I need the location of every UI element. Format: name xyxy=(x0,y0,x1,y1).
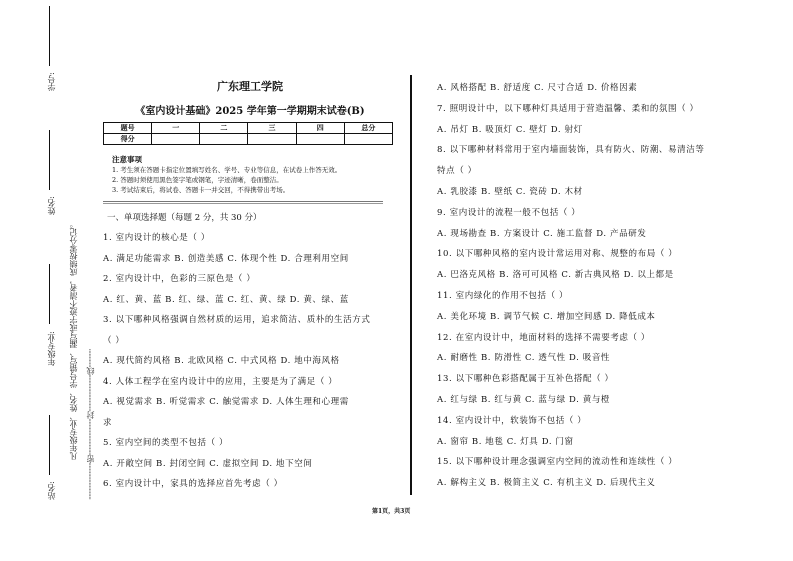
question-line: A. 吊灯 B. 吸顶灯 C. 壁灯 D. 射灯 xyxy=(437,124,583,135)
student-id-field-line xyxy=(50,6,51,66)
question-line: 11. 室内绿化的作用不包括（ ） xyxy=(437,290,569,301)
question-line: 1. 室内设计的核心是（ ） xyxy=(103,233,210,243)
major-field-label: 年级专业: xyxy=(47,330,56,366)
binding-notice: 凡年级专业、姓名、学号错写、漏写或字迹不清者，成绩按零分记。 xyxy=(69,220,78,460)
question-line: A. 现代简约风格 B. 北欧风格 C. 中式风格 D. 地中海风格 xyxy=(103,356,340,366)
question-line: 求 xyxy=(103,417,113,428)
question-line: 12. 在室内设计中，地面材料的选择不需要考虑（ ） xyxy=(437,332,651,343)
left-column xyxy=(100,78,400,495)
question-line: A. 美化环境 B. 调节气候 C. 增加空间感 D. 降低成本 xyxy=(437,311,656,322)
question-line: A. 耐磨性 B. 防滑性 C. 透气性 D. 吸音性 xyxy=(437,353,611,364)
question-line: A. 巴洛克风格 B. 洛可可风格 C. 新古典风格 D. 以上都是 xyxy=(437,270,674,281)
header-cell: 三 xyxy=(248,123,296,134)
question-line: A. 红、黄、蓝 B. 红、绿、蓝 C. 红、黄、绿 D. 黄、绿、蓝 xyxy=(103,294,349,305)
header-cell: 二 xyxy=(200,123,248,134)
binding-strip xyxy=(40,72,100,500)
question-line: A. 开敞空间 B. 封闭空间 C. 虚拟空间 D. 地下空间 xyxy=(103,458,313,469)
question-line: 13. 以下哪种色彩搭配属于互补色搭配（ ） xyxy=(437,374,614,385)
question-line: 7. 照明设计中，以下哪种灯具适用于营造温馨、柔和的氛围（ ） xyxy=(437,103,699,114)
question-line: 15. 以下哪种设计理念强调室内空间的流动性和连续性（ ） xyxy=(437,457,678,468)
notice-title: 注意事项 xyxy=(112,155,142,164)
school-name: 广东理工学院 xyxy=(217,80,283,93)
site-field-label: 站名: xyxy=(47,481,56,500)
question-line: 4. 人体工程学在室内设计中的应用，主要是为了满足（ ） xyxy=(103,376,338,387)
question-line: 9. 室内设计的流程一般不包括（ ） xyxy=(437,207,581,218)
left-question-list xyxy=(100,228,400,495)
question-line: 特点（ ） xyxy=(437,166,477,177)
seal-mark-mi: 密 xyxy=(86,455,95,463)
notice-divider xyxy=(103,201,383,204)
student-info-fields xyxy=(46,72,57,500)
question-line: A. 视觉需求 B. 听觉需求 C. 触觉需求 D. 人体生理和心理需 xyxy=(103,397,349,407)
score-table-score-row xyxy=(104,134,393,145)
name-field-line xyxy=(50,130,51,190)
notice-item: 1. 考生须在答题卡指定位置填写姓名、学号、专业等信息，在试卷上作答无效。 xyxy=(112,166,342,174)
question-line: A. 解构主义 B. 极简主义 C. 有机主义 D. 后现代主义 xyxy=(437,478,656,489)
seal-line: ························密························封························线············ xyxy=(86,349,95,500)
question-line: A. 乳胶漆 B. 壁纸 C. 瓷砖 D. 木材 xyxy=(437,186,583,197)
seal-mark-xian: 线 xyxy=(86,367,95,375)
question-line: A. 窗帘 B. 地毯 C. 灯具 D. 门窗 xyxy=(437,436,574,447)
section-title: 一、单项选择题（每题 2 分，共 30 分） xyxy=(107,213,262,223)
page-number: 第1页，共3页 xyxy=(372,508,411,515)
question-line: A. 现场勘查 B. 方案设计 C. 施工监督 D. 产品研发 xyxy=(437,228,647,239)
score-cell xyxy=(200,134,248,145)
seal-mark-feng: 封 xyxy=(86,411,95,419)
score-table-header-row xyxy=(104,123,393,134)
question-line: A. 风格搭配 B. 舒适度 C. 尺寸合适 D. 价格因素 xyxy=(437,83,638,93)
header-cell: 四 xyxy=(296,123,344,134)
major-field-line xyxy=(50,264,51,324)
header-cell: 一 xyxy=(152,123,200,134)
question-line: A. 红与绿 B. 红与黄 C. 蓝与绿 D. 黄与橙 xyxy=(437,394,611,405)
name-field-label: 姓名: xyxy=(47,196,56,216)
notice-item: 2. 答题时须使用黑色签字笔或钢笔，字迹清晰，卷面整洁。 xyxy=(112,176,283,184)
question-line: 6. 室内设计中，家具的选择应首先考虑（ ） xyxy=(103,479,283,489)
row-label: 得分 xyxy=(104,134,152,145)
question-line: 14. 室内设计中，软装饰不包括（ ） xyxy=(437,415,587,426)
header-cell: 题号 xyxy=(104,123,152,134)
question-line: 3. 以下哪种风格强调自然材质的运用，追求简洁、质朴的生活方式 xyxy=(103,315,371,325)
site-field-line xyxy=(50,415,51,475)
question-line: 10. 以下哪种风格的室内设计常运用对称、规整的布局（ ） xyxy=(437,249,678,260)
column-divider xyxy=(410,75,412,495)
notice-item: 3. 考试结束后，将试卷、答题卡一并交回，不得携带出考场。 xyxy=(112,186,290,194)
score-cell xyxy=(344,134,392,145)
score-table xyxy=(103,122,393,145)
question-line: 2. 室内设计中，色彩的三原色是（ ） xyxy=(103,274,256,284)
question-line: 5. 室内空间的类型不包括（ ） xyxy=(103,438,229,448)
student-id-field-label: 学号: xyxy=(47,72,56,91)
score-cell xyxy=(248,134,296,145)
score-cell xyxy=(296,134,344,145)
question-line: 8. 以下哪种材料常用于室内墙面装饰，具有防火、防潮、易清洁等 xyxy=(437,145,705,156)
question-line: （ ） xyxy=(103,335,125,346)
notice-block xyxy=(100,155,400,195)
question-line: A. 满足功能需求 B. 创造美感 C. 体现个性 D. 合理利用空间 xyxy=(103,253,349,264)
score-cell xyxy=(152,134,200,145)
header-cell: 总分 xyxy=(344,123,392,134)
right-column xyxy=(437,78,737,494)
exam-title: 《室内设计基础》2025 学年第一学期期末试卷(B) xyxy=(135,106,365,117)
